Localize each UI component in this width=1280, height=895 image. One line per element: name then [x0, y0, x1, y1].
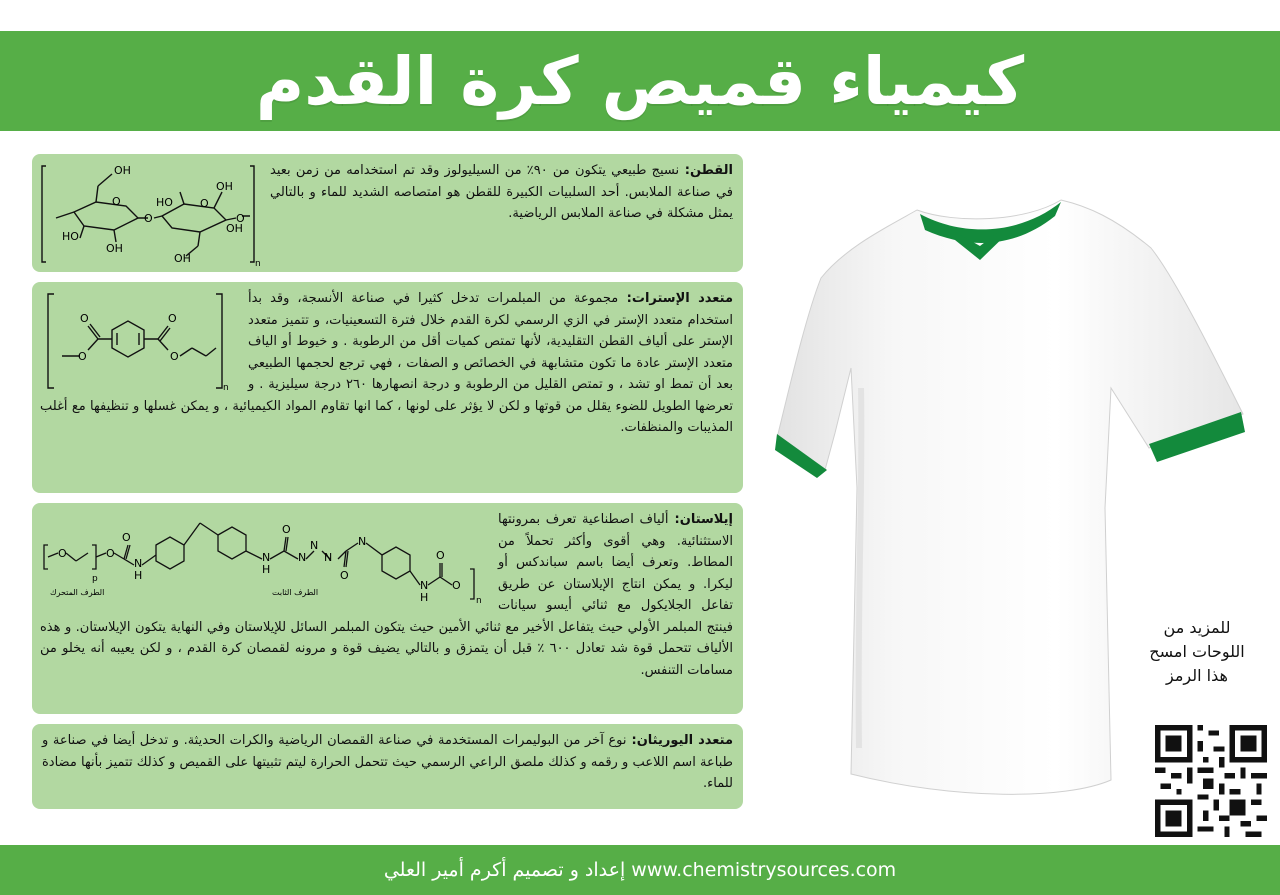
- svg-text:O: O: [452, 579, 461, 592]
- svg-text:N: N: [420, 579, 429, 592]
- svg-text:HO: HO: [156, 196, 173, 209]
- polyester-panel: [32, 282, 743, 493]
- svg-text:OH: OH: [216, 180, 233, 193]
- svg-text:OH: OH: [226, 222, 243, 235]
- svg-text:الطرف المتحرك: الطرف المتحرك: [50, 588, 105, 597]
- qr-code[interactable]: [1155, 725, 1267, 837]
- svg-text:N: N: [262, 551, 271, 564]
- cotton-panel: [32, 154, 743, 272]
- footer-credit: إعداد و تصميم أكرم أمير العلي www.chemistrysources.com: [383, 859, 897, 881]
- svg-text:N: N: [298, 551, 307, 564]
- cellulose-structure: [40, 160, 262, 268]
- elastane-structure: [40, 509, 490, 613]
- svg-text:OH: OH: [174, 252, 191, 265]
- polyester-text: متعدد الإسترات: مجموعة من المبلمرات تدخل كثيرا في صناعة الأنسجة، وقد بدأ استخدام متعدد الإستر في الزي الرسمي لكرة القدم خلال فترة التسعينيات، و تتميز متعدد الإستر على ألياف القطن التقليدية، لأنها تمتص كميات أقل من الرطوبة . و خيوط أو الياف متعدد الإستر عادة ما تكون متشابهة في الخصائص و الصفات ، فهي ترجع لحجمها الطبيعي بعد أن تمط او تشد ، و تمتص القليل من الرطوبة و درجة انصهارها ٢٦٠ درجة سيليزية . و تعرضها الطويل للضوء يقلل من قوتها و لكن لا يؤثر على لونها ، كما انها تقاوم المواد الكيميائية ، و يمكن غسلها و تنظيفها مع أغلب المذيبات والمنظفات.: [40, 291, 733, 435]
- svg-text:O: O: [80, 312, 89, 325]
- svg-text:O: O: [282, 523, 291, 536]
- shirt-body: [777, 200, 1243, 794]
- qr-label: للمزيد من اللوحات امسح هذا الرمز: [1149, 618, 1245, 685]
- svg-text:HO: HO: [62, 230, 79, 243]
- elastane-heading: إيلاستان: [679, 512, 733, 527]
- svg-text:O: O: [112, 195, 121, 208]
- svg-text:H: H: [134, 569, 143, 582]
- svg-text:O: O: [106, 547, 115, 560]
- svg-text:O: O: [78, 350, 87, 363]
- cotton-text: القطن: نسيج طبيعي يتكون من ٩٠٪ من السيليولوز وقد تم استخدامه من زمن بعيد في صناعة الملابس. أحد السلبيات الكبيرة للقطن هو امتصاصه الشديد للماء و بالتالي يمثل مشكلة في صناعة الملابس الرياضية.: [270, 163, 733, 221]
- svg-text:O: O: [236, 212, 245, 225]
- svg-text:n: n: [223, 383, 229, 392]
- polyester-structure: [40, 288, 240, 392]
- page-title: كيمياء قميص كرة القدم: [255, 42, 1025, 120]
- svg-text:O: O: [170, 350, 179, 363]
- svg-text:O: O: [340, 569, 349, 582]
- svg-text:OH: OH: [106, 242, 123, 255]
- svg-text:O: O: [168, 312, 177, 325]
- svg-text:N: N: [324, 551, 333, 564]
- svg-text:H: H: [262, 563, 271, 576]
- svg-text:H: H: [420, 591, 429, 604]
- svg-text:الطرف الثابت: الطرف الثابت: [272, 588, 319, 597]
- svg-text:N: N: [358, 535, 367, 548]
- svg-text:n: n: [255, 259, 261, 268]
- svg-text:N: N: [310, 539, 319, 552]
- svg-text:N: N: [134, 557, 143, 570]
- svg-text:p: p: [92, 574, 98, 584]
- elastane-panel: [32, 503, 743, 714]
- svg-text:O: O: [200, 197, 209, 210]
- polyurethane-heading: متعدد اليوريثان: [636, 733, 733, 748]
- svg-text:n: n: [476, 596, 482, 606]
- footer-banner: [0, 845, 1280, 895]
- svg-text:O: O: [122, 531, 131, 544]
- title-banner: [0, 31, 1280, 131]
- elastane-text: إيلاستان: ألياف اصطناعية تعرف بمرونتها الاستثنائية. وهي أقوى وأكثر تحملاً من المطاط. وتعرف أيضا باسم سباندكس أو ليكرا. و يمكن انتاج الإيلاستان عن طريق تفاعل الجلايكول مع ثنائي أيسو سيانات فينتج المبلمر الأولي حيث يتفاعل الأخير مع ثنائي الأمين حيث يتكون المبلمر السائل للإيلاستان وفي النهاية يتكون الإيلاستان. و هذه الألياف تتحمل قوة شد تعادل ٦٠٠ ٪ قبل أن يتمزق و بالتالي يضيف قوة و مرونه لقمصان كرة القدم ، و لكن يعيبه أنه يخلو من مسامات التنفس.: [40, 512, 733, 678]
- svg-text:O: O: [436, 549, 445, 562]
- svg-text:O: O: [144, 212, 153, 225]
- polyester-heading: متعدد الإسترات: [631, 291, 733, 306]
- shirt-side-shadow: [859, 388, 862, 748]
- polyurethane-panel: [32, 724, 743, 809]
- svg-text:OH: OH: [114, 164, 131, 177]
- cotton-heading: القطن: [689, 163, 733, 178]
- polyurethane-text: متعدد اليوريثان: نوع آخر من البوليمرات المستخدمة في صناعة القمصان الرياضية والكرات الحديثة. و تدخل أيضا في صناعة و طباعة اسم اللاعب و رقمه و كذلك ملصق الراعي الرسمي حيث تتحمل الحرارة ليتم تثبيتها على القميص و كذلك تتميز بأنها مضادة للماء.: [42, 733, 733, 791]
- svg-text:O: O: [58, 547, 67, 560]
